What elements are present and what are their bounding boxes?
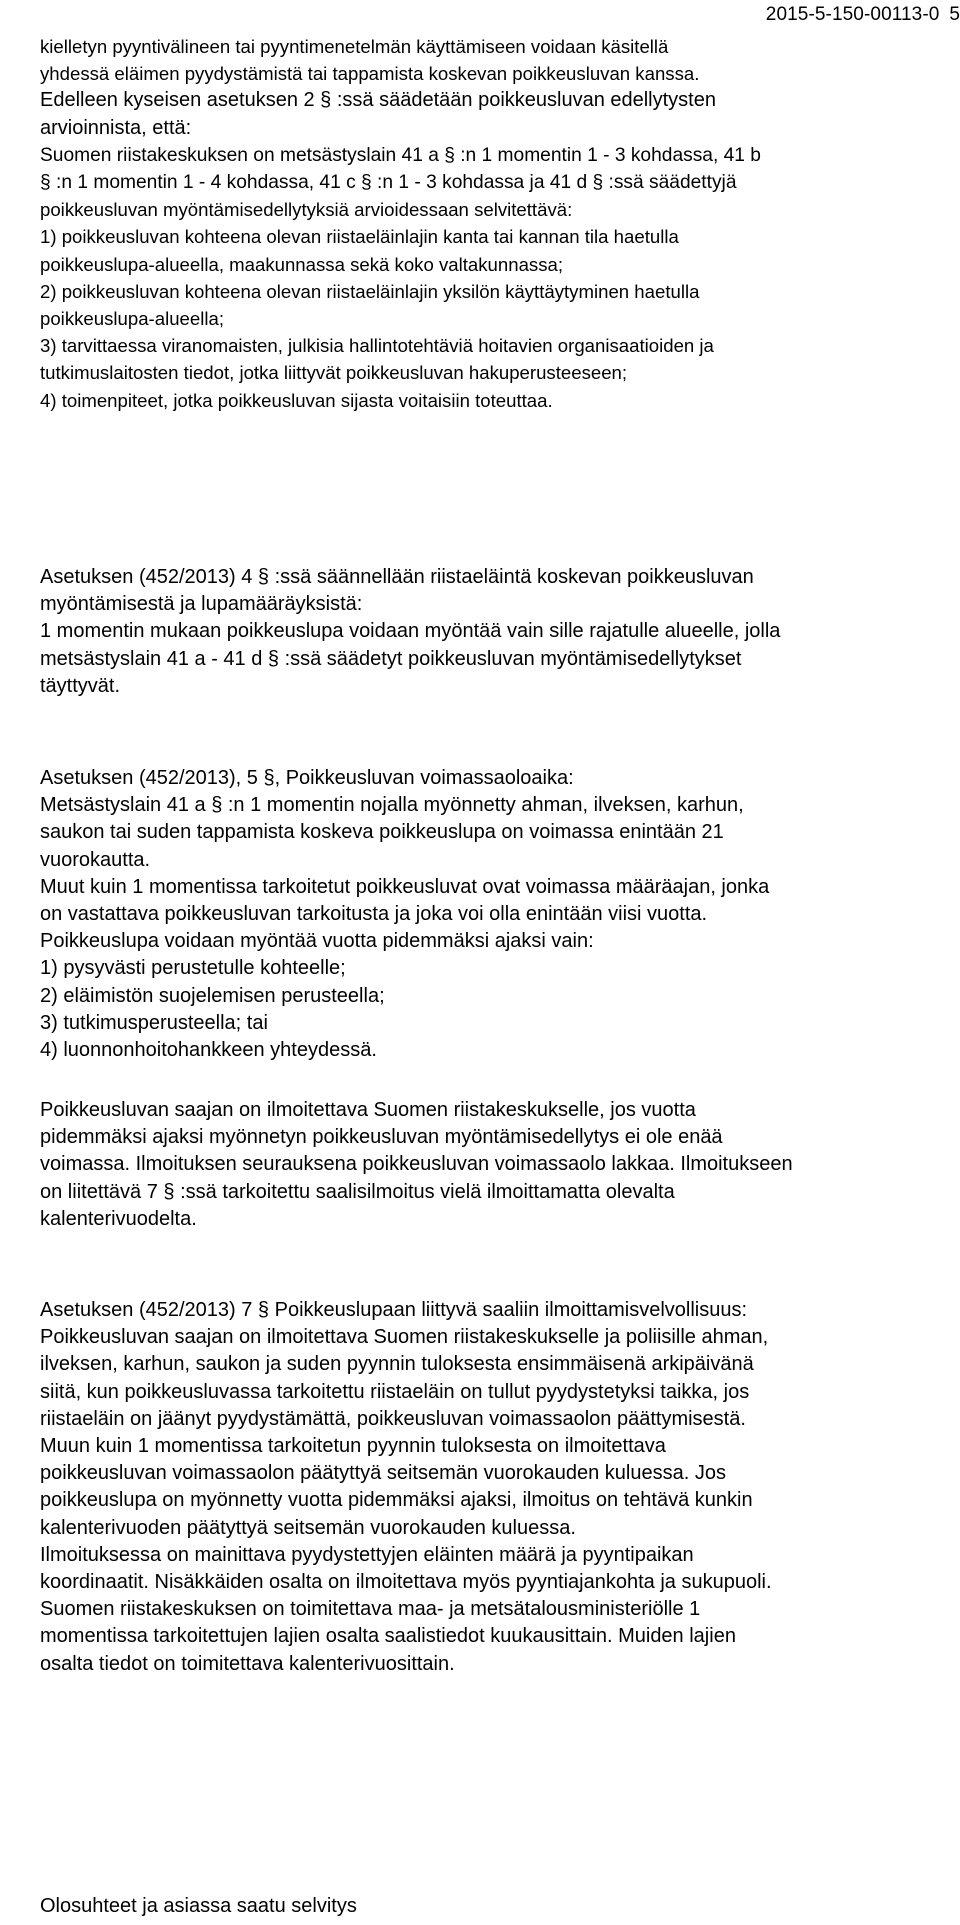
text-line: tutkimuslaitosten tiedot, jotka liittyvät poikkeusluvan hakuperusteeseen; xyxy=(40,362,628,384)
text-line: 1 momentin mukaan poikkeuslupa voidaan myöntää vain sille rajatulle alueelle, jolla xyxy=(40,620,781,643)
text-line: kalenterivuoden päätyttyä seitsemän vuorokauden kuluessa. xyxy=(40,1516,576,1539)
text-line: § :n 1 momentin 1 - 4 kohdassa, 41 c § :n 1 - 3 kohdassa ja 41 d § :ssä säädettyjä xyxy=(40,172,737,194)
page-number: 5 xyxy=(949,4,960,25)
text-line: poikkeusluvan voimassaolon päätyttyä seitsemän vuorokauden kuluessa. Jos xyxy=(40,1462,726,1485)
text-line: Muut kuin 1 momentissa tarkoitetut poikkeusluvat ovat voimassa määräajan, jonka xyxy=(40,875,770,898)
text-line: on vastattava poikkeusluvan tarkoitusta ja joka voi olla enintään viisi vuotta. xyxy=(40,903,708,926)
text-line: 4) luonnonhoitohankkeen yhteydessä. xyxy=(40,1039,377,1062)
text-line: saukon tai suden tappamista koskeva poikkeuslupa on voimassa enintään 21 xyxy=(40,821,724,844)
text-line: poikkeuslupa-alueella, maakunnassa sekä koko valtakunnassa; xyxy=(40,253,564,275)
text-line: voimassa. Ilmoituksen seurauksena poikkeusluvan voimassaolo lakkaa. Ilmoitukseen xyxy=(40,1153,793,1176)
text-line: ilveksen, karhun, saukon ja suden pyynnin tuloksesta ensimmäisenä arkipäivänä xyxy=(40,1353,754,1376)
text-line: pidemmäksi ajaksi myönnetyn poikkeusluvan myöntämisedellytys ei ole enää xyxy=(40,1126,723,1149)
text-line: riistaeläin on jäänyt pyydystämättä, poikkeusluvan voimassaolon päättymisestä. xyxy=(40,1407,746,1430)
text-line: poikkeuslupa-alueella; xyxy=(40,308,224,330)
paragraph-section-5 xyxy=(40,1297,945,1678)
text-line: kalenterivuodelta. xyxy=(40,1207,197,1230)
text-line: Suomen riistakeskuksen on toimitettava maa- ja metsätalousministeriölle 1 xyxy=(40,1598,701,1621)
text-line: koordinaatit. Nisäkkäiden osalta on ilmoitettava myös pyyntiajankohta ja sukupuoli. xyxy=(40,1571,772,1594)
paragraph-section-4 xyxy=(40,1097,945,1233)
text-line: Asetuksen (452/2013) 4 § :ssä säännellään riistaeläintä koskevan poikkeusluvan xyxy=(40,566,754,588)
text-line: Muun kuin 1 momentissa tarkoitetun pyynnin tuloksesta on ilmoitettava xyxy=(40,1435,666,1458)
paragraph-section-3 xyxy=(40,765,945,1064)
text-line: Poikkeuslupa voidaan myöntää vuotta pidemmäksi ajaksi vain: xyxy=(40,930,594,953)
text-line: Asetuksen (452/2013), 5 §, Poikkeusluvan voimassaoloaika: xyxy=(40,767,574,789)
paragraph-section-2 xyxy=(40,564,945,700)
text-line: metsästyslain 41 a - 41 d § :ssä säädetyt poikkeusluvan myöntämisedellytykset xyxy=(40,647,742,670)
text-line: yhdessä eläimen pyydystämistä tai tappamista koskevan poikkeusluvan kanssa. xyxy=(40,63,700,85)
text-line: 1) pysyvästi perustetulle kohteelle; xyxy=(40,957,346,980)
page-header xyxy=(766,2,960,28)
text-line: myöntämisestä ja lupamääräyksistä: xyxy=(40,593,363,616)
text-line: Suomen riistakeskuksen on metsästyslain 41 a § :n 1 momentin 1 - 3 kohdassa, 41 b xyxy=(40,144,761,166)
text-line: osalta tiedot on toimitettava kalenterivuosittain. xyxy=(40,1652,455,1675)
text-line: 2) eläimistön suojelemisen perusteella; xyxy=(40,984,385,1007)
text-line: Ilmoituksessa on mainittava pyydystettyjen eläinten määrä ja pyyntipaikan xyxy=(40,1543,694,1566)
text-line: 3) tutkimusperusteella; tai xyxy=(40,1011,268,1034)
next-section-heading: Olosuhteet ja asiassa saatu selvitys xyxy=(40,1895,357,1917)
text-line: 3) tarvittaessa viranomaisten, julkisia hallintotehtäviä hoitavien organisaatioiden ja xyxy=(40,335,714,357)
text-line: 1) poikkeusluvan kohteena olevan riistaeläinlajin kanta tai kannan tila haetulla xyxy=(40,226,679,248)
document-id: 2015-5-150-00113-0 xyxy=(765,4,940,25)
text-line: on liitettävä 7 § :ssä tarkoitettu saalisilmoitus vielä ilmoittamatta olevalta xyxy=(40,1180,675,1203)
text-line: Poikkeusluvan saajan on ilmoitettava Suomen riistakeskukselle ja poliisille ahman, xyxy=(40,1326,769,1349)
text-line: kielletyn pyyntivälineen tai pyyntimenetelmän käyttämiseen voidaan käsitellä xyxy=(40,36,669,57)
text-line: vuorokautta. xyxy=(40,848,151,871)
text-line: 4) toimenpiteet, jotka poikkeusluvan sijasta voitaisiin toteuttaa. xyxy=(40,389,553,411)
paragraph-section-1 xyxy=(40,33,945,414)
text-line: Edelleen kyseisen asetuksen 2 § :ssä säädetään poikkeusluvan edellytysten xyxy=(40,89,716,112)
text-line: poikkeuslupa on myönnetty vuotta pidemmäksi ajaksi, ilmoitus on tehtävä kunkin xyxy=(40,1489,753,1512)
text-line: Metsästyslain 41 a § :n 1 momentin nojalla myönnetty ahman, ilveksen, karhun, xyxy=(40,794,744,817)
text-line: Asetuksen (452/2013) 7 § Poikkeuslupaan liittyvä saaliin ilmoittamisvelvollisuus: xyxy=(40,1299,748,1321)
text-line: arvioinnista, että: xyxy=(40,116,192,139)
text-line: 2) poikkeusluvan kohteena olevan riistaeläinlajin yksilön käyttäytyminen haetulla xyxy=(40,280,700,302)
text-line: momentissa tarkoitettujen lajien osalta saalistiedot kuukausittain. Muiden lajien xyxy=(40,1625,736,1648)
text-line: Poikkeusluvan saajan on ilmoitettava Suomen riistakeskukselle, jos vuotta xyxy=(40,1099,696,1121)
text-line: täyttyvät. xyxy=(40,674,121,697)
text-line: siitä, kun poikkeusluvassa tarkoitettu riistaeläin on tullut pyydystetyksi taikka, jos xyxy=(40,1380,750,1403)
text-line: poikkeusluvan myöntämisedellytyksiä arvioidessaan selvitettävä: xyxy=(40,199,573,221)
